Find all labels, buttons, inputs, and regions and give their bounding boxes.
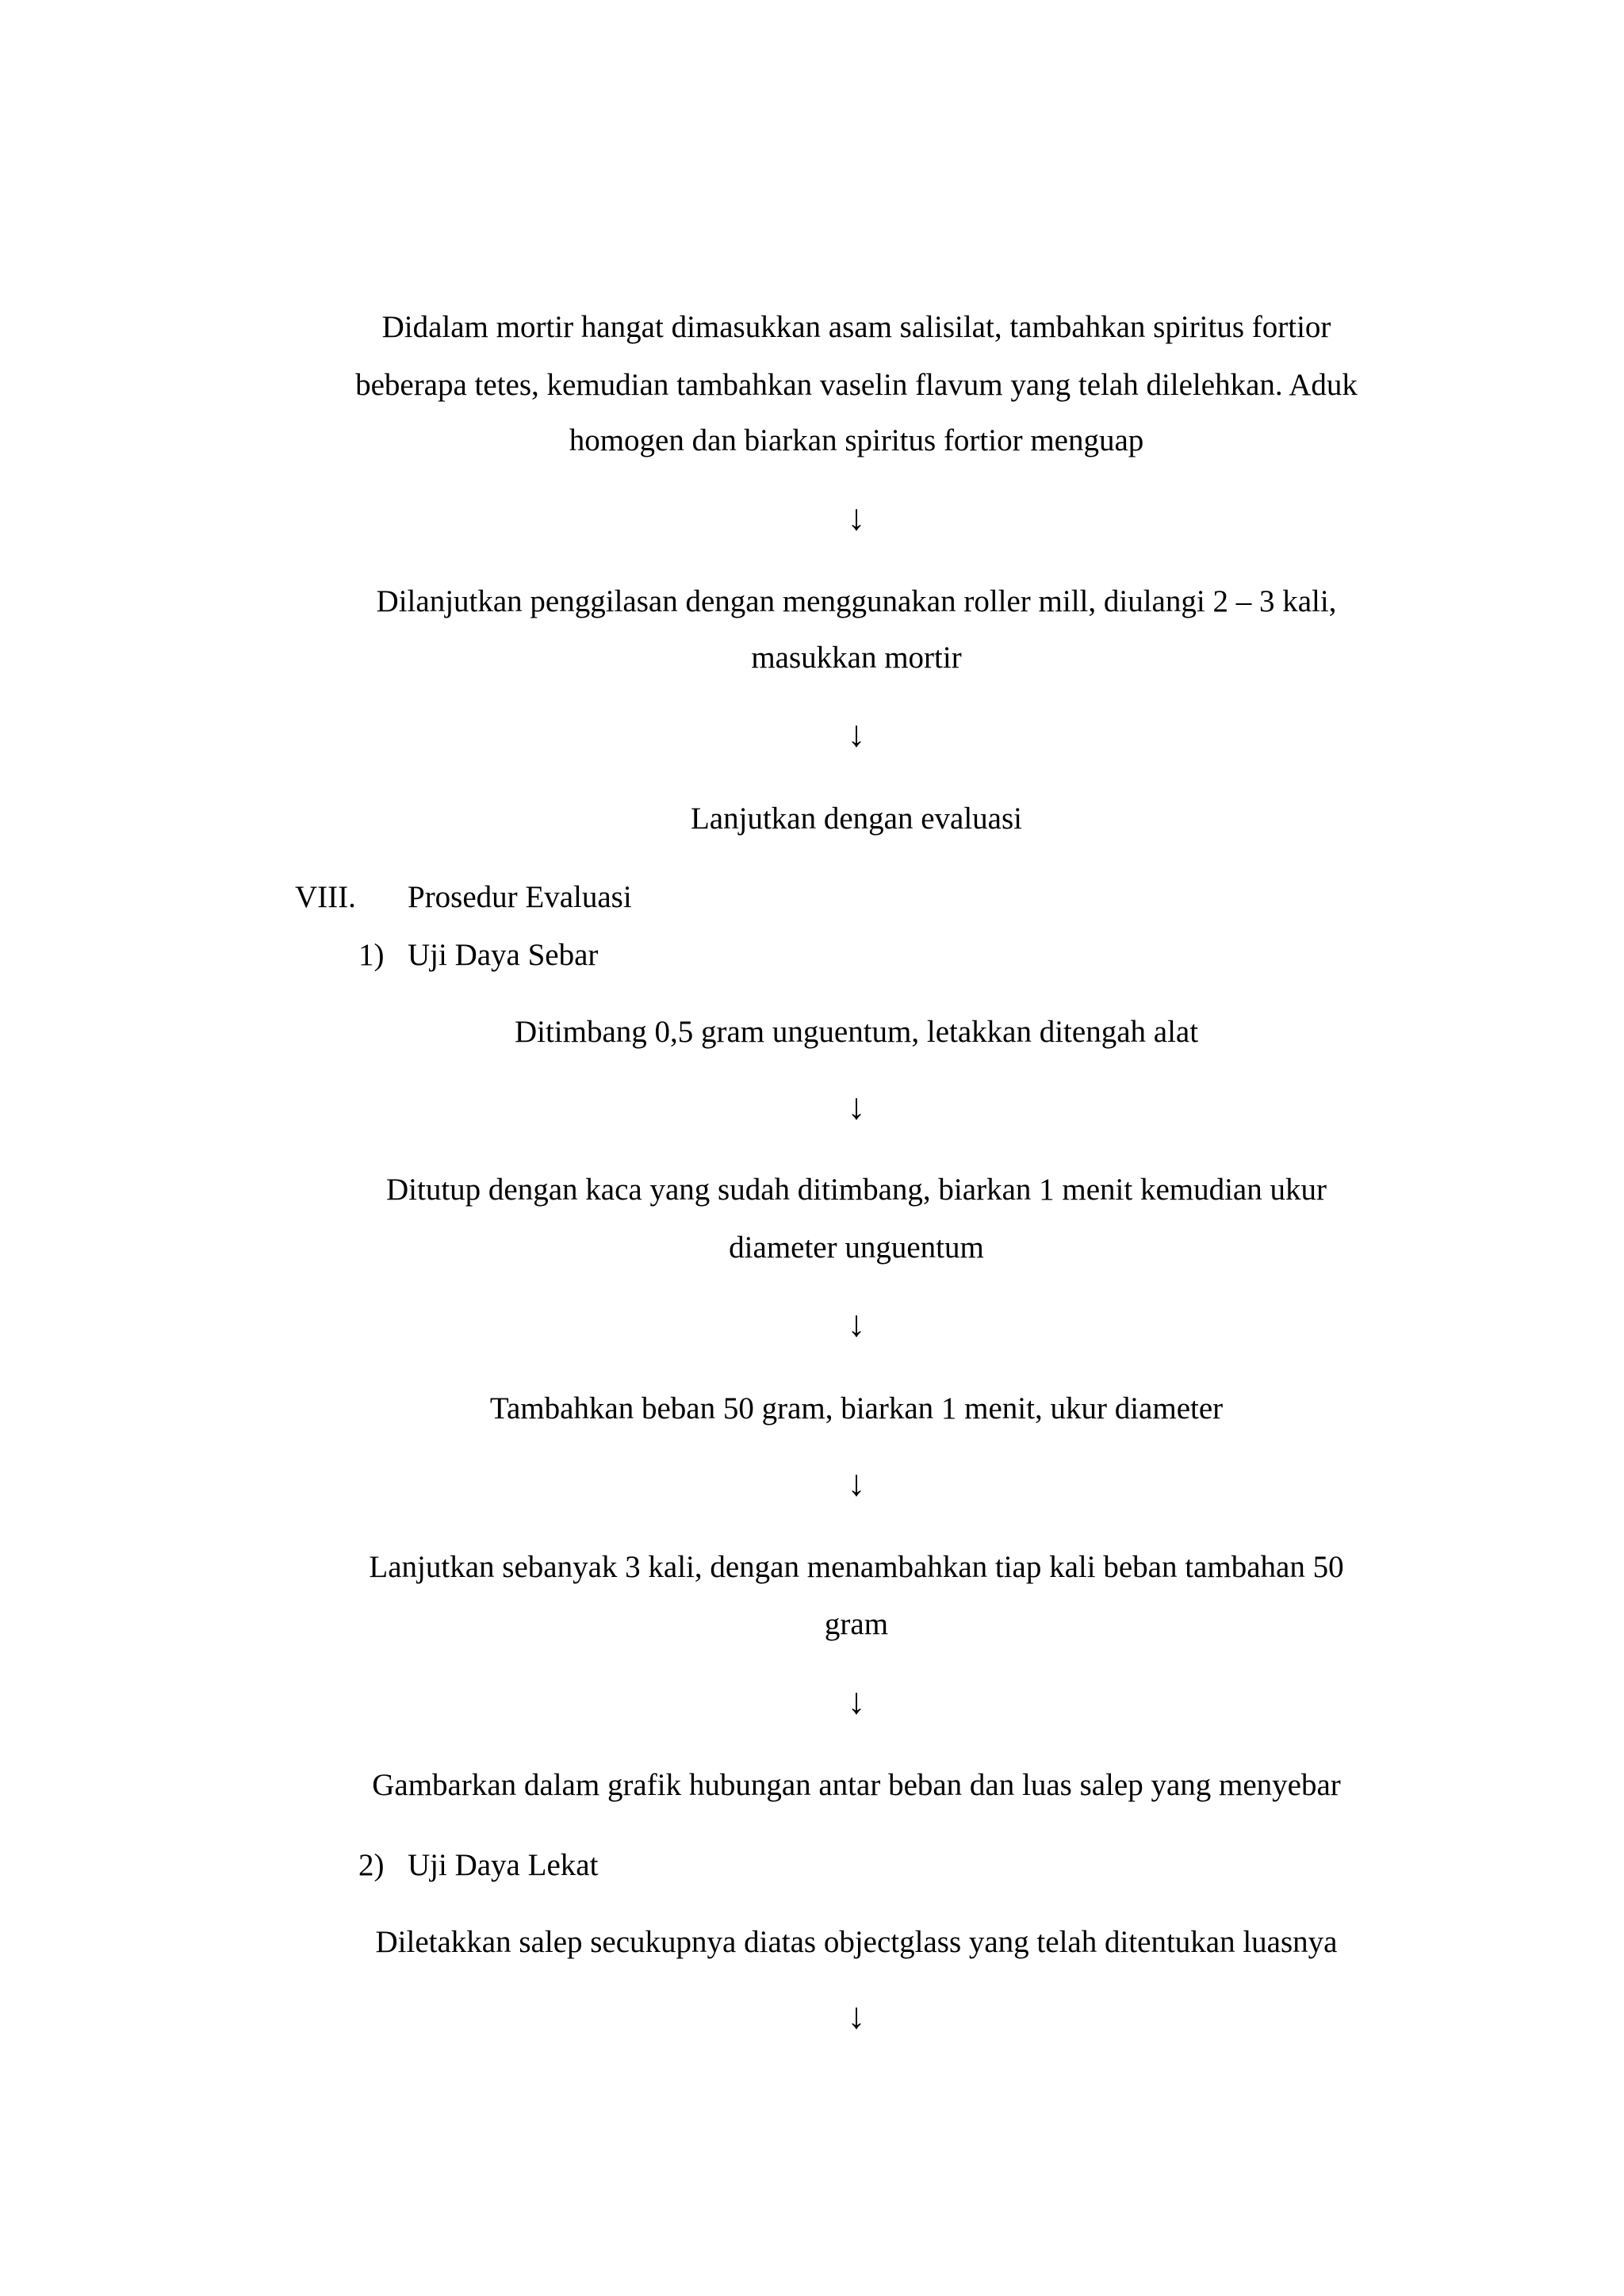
section-title: Prosedur Evaluasi <box>408 880 632 914</box>
section-number: VIII. <box>295 880 356 914</box>
test1-title: Uji Daya Sebar <box>408 938 599 972</box>
down-arrow-icon: ↓ <box>847 1681 866 1721</box>
test1-step2-line1: Ditutup dengan kaca yang sudah ditimbang, biarkan 1 menit kemudian ukur <box>386 1173 1327 1207</box>
down-arrow-icon: ↓ <box>847 497 866 538</box>
down-arrow-icon: ↓ <box>847 1996 866 2036</box>
down-arrow-icon: ↓ <box>847 1303 866 1344</box>
test1-step3: Tambahkan beban 50 gram, biarkan 1 menit, ukur diameter <box>489 1391 1224 1425</box>
test2-title: Uji Daya Lekat <box>408 1848 599 1882</box>
test1-step2-line2: diameter unguentum <box>729 1230 984 1265</box>
test1-number: 1) <box>358 938 385 972</box>
down-arrow-icon: ↓ <box>847 1463 866 1503</box>
test2-step1: Diletakkan salep secukupnya diatas objectglass yang telah ditentukan luasnya <box>375 1925 1338 1959</box>
flow1-step3: Lanjutkan dengan evaluasi <box>690 802 1022 836</box>
test1-step5: Gambarkan dalam grafik hubungan antar beban dan luas salep yang menyebar <box>372 1768 1341 1802</box>
flow1-step2-line1: Dilanjutkan penggilasan dengan menggunakan roller mill, diulangi 2 – 3 kali, <box>376 584 1337 618</box>
flow1-step1-line2: beberapa tetes, kemudian tambahkan vaselin flavum yang telah dilelehkan. Aduk <box>355 368 1358 402</box>
down-arrow-icon: ↓ <box>847 714 866 754</box>
test1-step4-line1: Lanjutkan sebanyak 3 kali, dengan menambahkan tiap kali beban tambahan 50 <box>369 1550 1344 1584</box>
test2-number: 2) <box>358 1848 385 1882</box>
flow1-step1-line3: homogen dan biarkan spiritus fortior menguap <box>569 423 1144 457</box>
test1-step1: Ditimbang 0,5 gram unguentum, letakkan ditengah alat <box>514 1015 1199 1049</box>
flow1-step2-line2: masukkan mortir <box>751 641 962 675</box>
flow1-step1-line1: Didalam mortir hangat dimasukkan asam salisilat, tambahkan spiritus fortior <box>381 310 1331 344</box>
test1-step4-line2: gram <box>824 1607 889 1641</box>
down-arrow-icon: ↓ <box>847 1086 866 1127</box>
